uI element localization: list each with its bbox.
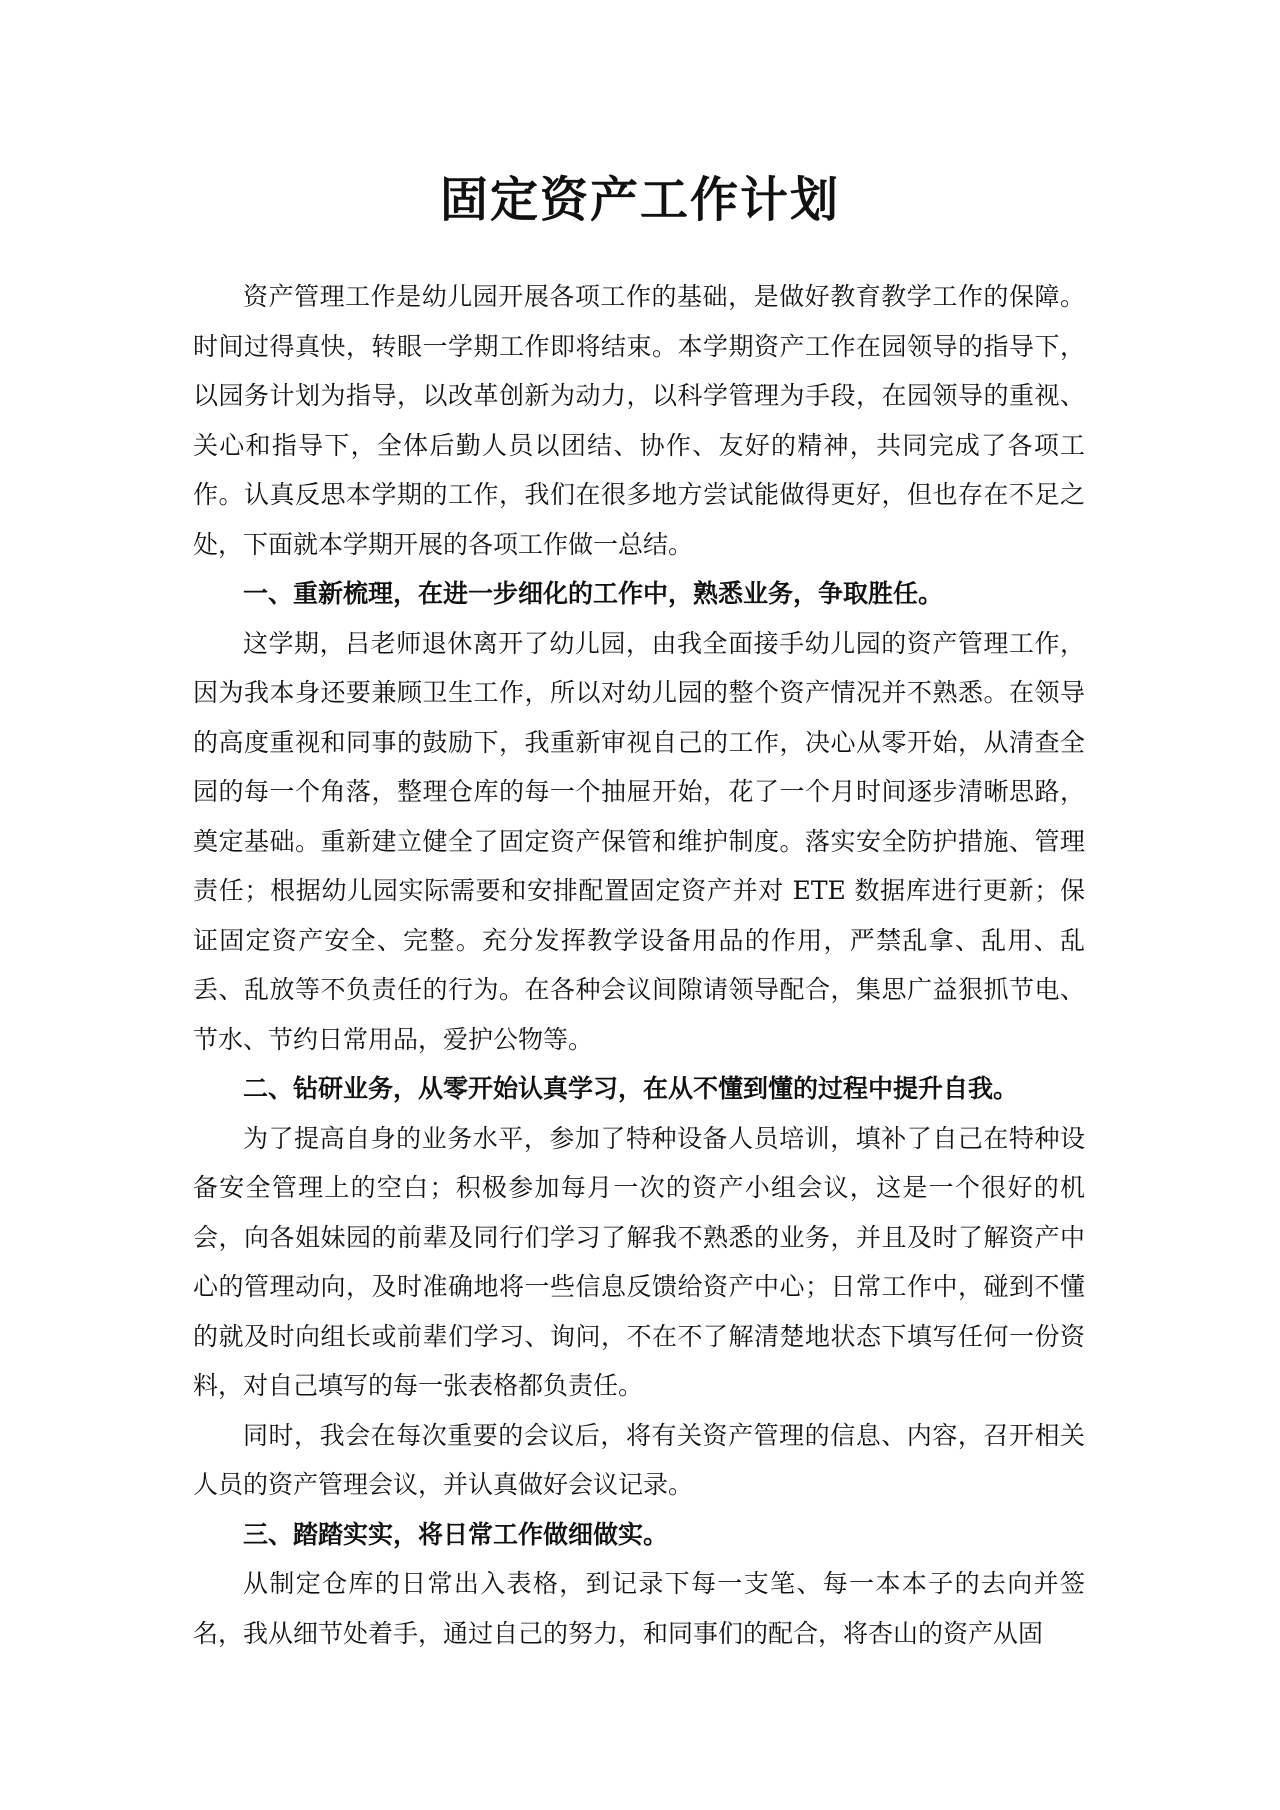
paragraph-section-1: 这学期，吕老师退休离开了幼儿园，由我全面接手幼儿园的资产管理工作，因为我本身还要兼顾卫生工作，所以对幼儿园的整个资产情况并不熟悉。在领导的高度重视和同事的鼓励下，我重新审视自己的工作，决心从零开始，从清查全园的每一个角落，整理仓库的每一个抽屉开始，花了一个月时间逐步清晰思路，奠定基础。重新建立健全了固定资产保管和维护制度。落实安全防护措施、管理责任；根据幼儿园实际需要和安排配置固定资产并对 ETE 数据库进行更新；保证固定资产安全、完整。充分发挥教学设备用品的作用，严禁乱拿、乱用、乱丢、乱放等不负责任的行为。在各种会议间隙请领导配合，集思广益狠抓节电、节水、节约日常用品，爱护公物等。	[193, 628, 1085, 1054]
paragraph-section-3: 从制定仓库的日常出入表格，到记录下每一支笔、每一本本子的去向并签名，我从细节处着手，通过自己的努力，和同事们的配合，将杏山的资产从固	[193, 1569, 1085, 1648]
section-heading-2: 二、钻研业务，从零开始认真学习，在从不懂到懂的过程中提升自我。	[243, 1074, 1019, 1103]
document-title: 固定资产工作计划	[439, 172, 840, 228]
paragraph-section-2b: 同时，我会在每次重要的会议后，将有关资产管理的信息、内容，召开相关人员的资产管理会议，并认真做好会议记录。	[193, 1420, 1085, 1499]
paragraph-section-2a: 为了提高自身的业务水平，参加了特种设备人员培训，填补了自己在特种设备安全管理上的空白；积极参加每月一次的资产小组会议，这是一个很好的机会，向各姐妹园的前辈及同行们学习了解我不熟悉的业务，并且及时了解资产中心的管理动向，及时准确地将一些信息反馈给资产中心；日常工作中，碰到不懂的就及时向组长或前辈们学习、询问，不在不了解清楚地状态下填写任何一份资料，对自己填写的每一张表格都负责任。	[193, 1123, 1085, 1400]
paragraph-intro: 资产管理工作是幼儿园开展各项工作的基础，是做好教育教学工作的保障。时间过得真快，转眼一学期工作即将结束。本学期资产工作在园领导的指导下，以园务计划为指导，以改革创新为动力，以科学管理为手段，在园领导的重视、关心和指导下，全体后勤人员以团结、协作、友好的精神，共同完成了各项工作。认真反思本学期的工作，我们在很多地方尝试能做得更好，但也存在不足之处，下面就本学期开展的各项工作做一总结。	[193, 282, 1085, 559]
section-heading-1: 一、重新梳理，在进一步细化的工作中，熟悉业务，争取胜任。	[243, 579, 944, 608]
section-heading-3: 三、踏踏实实，将日常工作做细做实。	[243, 1519, 669, 1549]
document-body	[193, 272, 1085, 1658]
